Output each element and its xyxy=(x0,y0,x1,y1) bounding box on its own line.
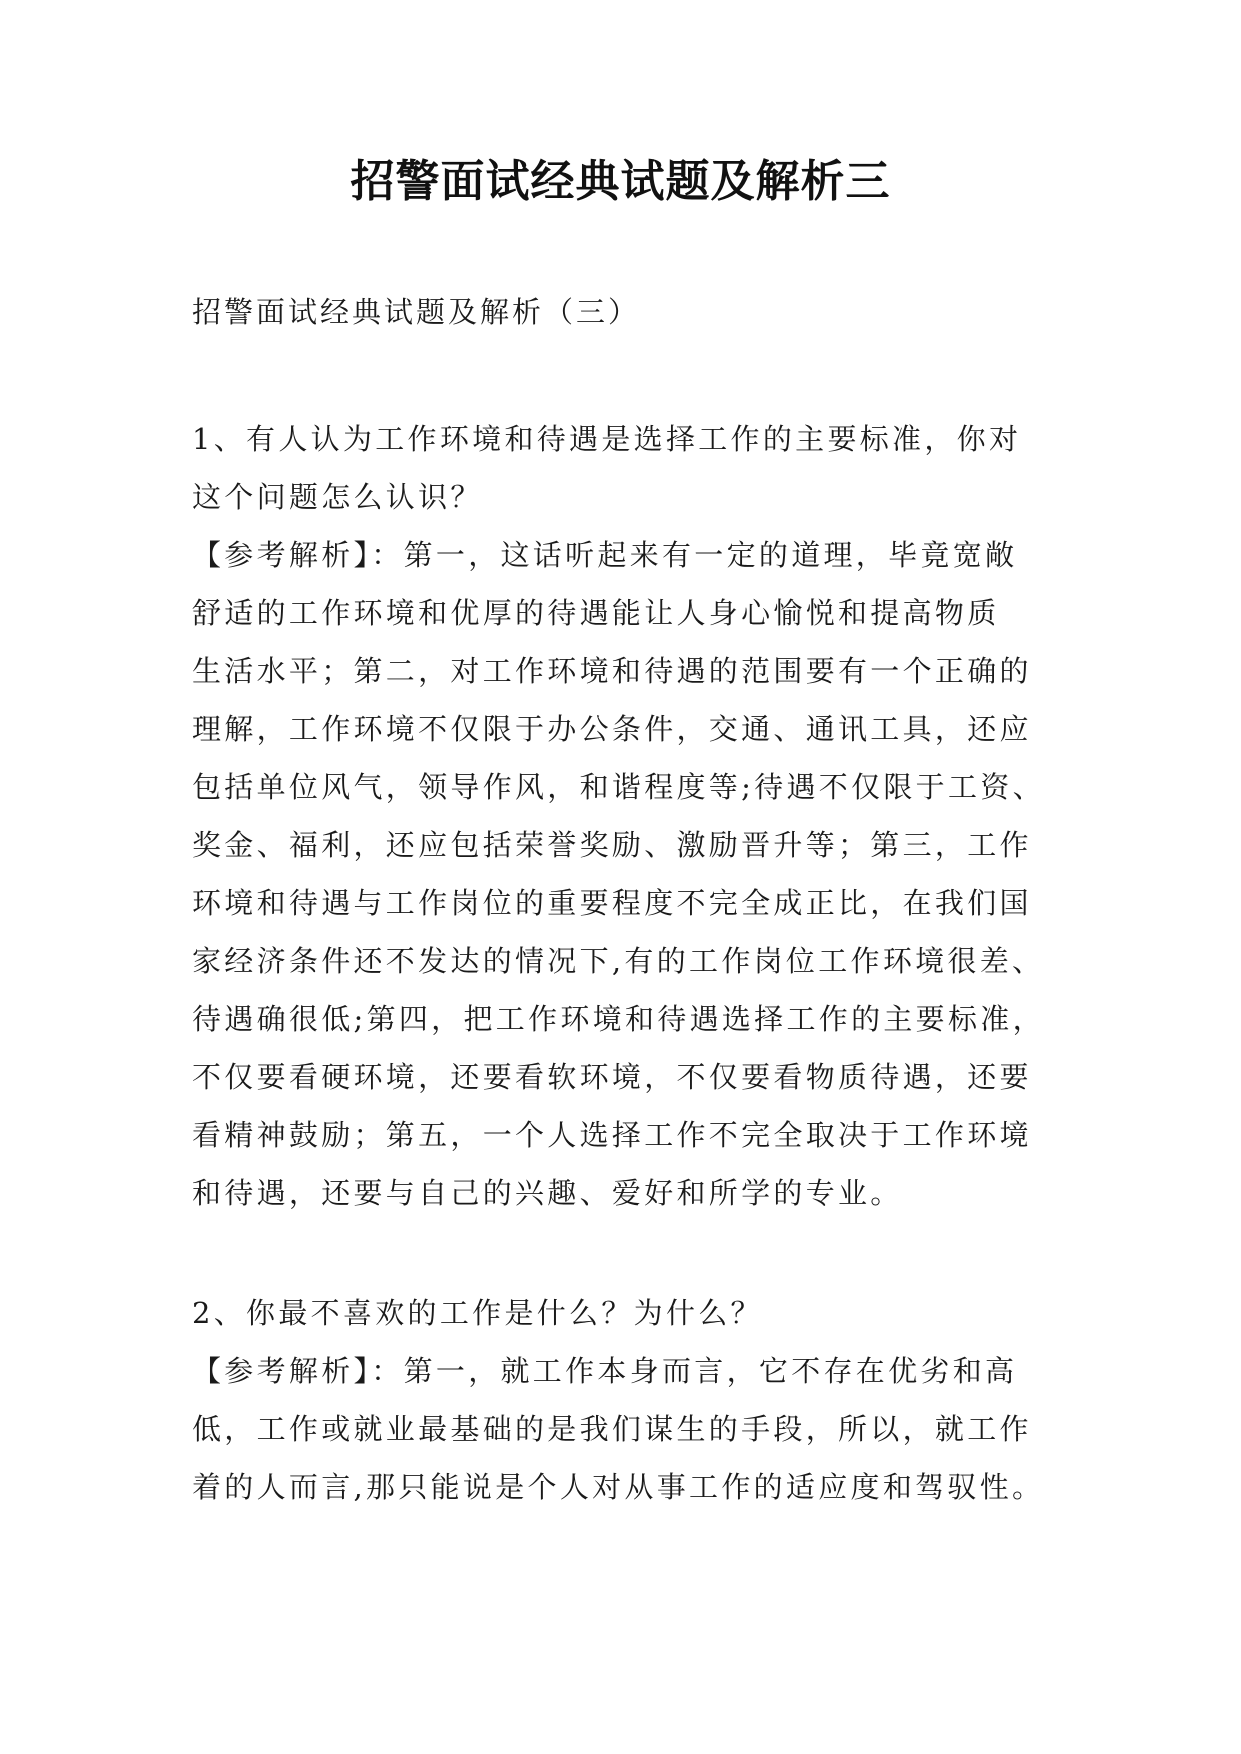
answer-1-line: 奖金、福利，还应包括荣誉奖励、激励晋升等；第三，工作 xyxy=(192,828,1032,862)
answer-1-line: 【参考解析】：第一，这话听起来有一定的道理，毕竟宽敞 xyxy=(192,538,1018,572)
question-1-section xyxy=(192,410,1058,1222)
answer-1-line: 看精神鼓励；第五，一个人选择工作不完全取决于工作环境 xyxy=(192,1118,1032,1152)
answer-1-line: 不仅要看硬环境，还要看软环境，不仅要看物质待遇，还要 xyxy=(192,1060,1032,1094)
document-subtitle: 招警面试经典试题及解析（三） xyxy=(192,295,641,329)
answer-2-line: 【参考解析】：第一，就工作本身而言，它不存在优劣和高 xyxy=(192,1354,1018,1388)
answer-1-line: 待遇确很低;第四，把工作环境和待遇选择工作的主要标准， xyxy=(192,1002,1045,1036)
question-1-line: 这个问题怎么认识？ xyxy=(192,480,483,514)
answer-1-line: 和待遇，还要与自己的兴趣、爱好和所学的专业。 xyxy=(192,1176,903,1210)
question-1-line: 1、有人认为工作环境和待遇是选择工作的主要标准，你对 xyxy=(192,422,1022,456)
answer-1-line: 家经济条件还不发达的情况下,有的工作岗位工作环境很差、 xyxy=(192,944,1045,978)
answer-1-line: 舒适的工作环境和优厚的待遇能让人身心愉悦和提高物质 xyxy=(192,596,1000,630)
document-title: 招警面试经典试题及解析三 xyxy=(350,156,891,207)
question-2-section xyxy=(192,1284,1058,1516)
answer-1-line: 生活水平；第二，对工作环境和待遇的范围要有一个正确的 xyxy=(192,654,1032,688)
answer-2-line: 低，工作或就业最基础的是我们谋生的手段，所以，就工作 xyxy=(192,1412,1032,1446)
answer-1-line: 理解，工作环境不仅限于办公条件，交通、通讯工具，还应 xyxy=(192,712,1032,746)
answer-1-line: 环境和待遇与工作岗位的重要程度不完全成正比，在我们国 xyxy=(192,886,1032,920)
question-2-line: 2、你最不喜欢的工作是什么？为什么？ xyxy=(192,1296,763,1330)
answer-1-line: 包括单位风气，领导作风，和谐程度等;待遇不仅限于工资、 xyxy=(192,770,1045,804)
answer-2-line: 着的人而言,那只能说是个人对从事工作的适应度和驾驭性。 xyxy=(192,1470,1045,1504)
